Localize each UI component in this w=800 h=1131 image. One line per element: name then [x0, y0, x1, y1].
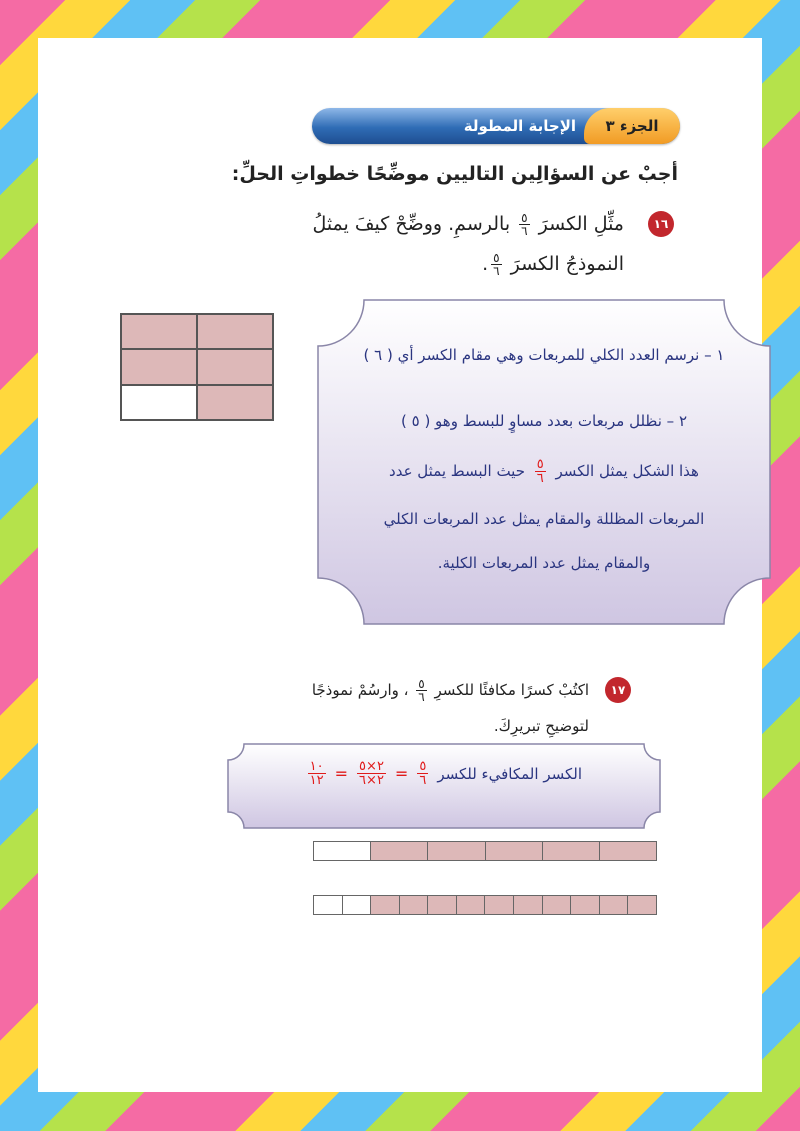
q17-fraction: ٥ ٦ [418, 677, 425, 704]
bar-cell [314, 896, 343, 914]
answer-step-2: ٢ – نظلل مربعات بعدد مساوٍ للبسط وهو ( ٥ ) [400, 412, 687, 430]
eq-fraction-1: ٥ ٦ [419, 759, 427, 788]
grid-cell [197, 349, 273, 384]
answer-explanation-3: والمقام يمثل عدد المربعات الكلية. [437, 554, 651, 572]
bar-cell [343, 896, 372, 914]
bar-cell [600, 842, 656, 860]
equivalent-fraction-equation: الكسر المكافيء للكسر ٥ ٦ = ٢×٥ ٢×٦ = ١٠ ١٢ [309, 759, 582, 788]
grid-cell [121, 349, 197, 384]
bar-cell [314, 842, 371, 860]
answer-explanation-1: هذا الشكل يمثل الكسر ٥ ٦ حيث البسط يمثل عدد [389, 457, 699, 486]
eq-fraction-3: ١٠ ١٢ [309, 759, 324, 788]
q17-answer-panel [226, 742, 662, 830]
bar-cell [371, 896, 400, 914]
section-part-label: الجزء ٣ [584, 108, 680, 144]
question-16-number: ١٦ [648, 211, 674, 237]
q16-answer-panel [316, 298, 772, 626]
bar-cell [514, 896, 543, 914]
q16-text-before: مثِّلِ الكسرَ [538, 213, 624, 235]
bar-cell [543, 896, 572, 914]
equivalent-label: الكسر المكافيء للكسر [437, 764, 582, 783]
bar-cell [428, 842, 485, 860]
question-17-line2: لتوضيحِ تبريرِكَ. [493, 717, 589, 735]
bar-cell [600, 896, 629, 914]
q16-fraction: ٥ ٦ [521, 211, 528, 238]
section-banner [312, 108, 680, 144]
section-title: الإجابة المطولة [463, 117, 576, 135]
bar-cell [485, 896, 514, 914]
bar-cell [486, 842, 543, 860]
answer-step-1: ١ – نرسم العدد الكلي للمربعات وهي مقام الكسر أي ( ٦ ) [363, 346, 725, 364]
bar-cell [400, 896, 429, 914]
bar-cell [571, 896, 600, 914]
question-17-number: ١٧ [605, 677, 631, 703]
grid-cell [197, 314, 273, 349]
answer-explanation-2: المربعات المظللة والمقام يمثل عدد المربعات الكلي [383, 510, 705, 528]
bar-cell [371, 842, 428, 860]
question-16-line1 [312, 212, 624, 237]
fraction-grid-model [120, 313, 274, 421]
grid-cell [121, 385, 197, 420]
bar-cell [628, 896, 656, 914]
grid-cell [121, 314, 197, 349]
bar-cell [543, 842, 600, 860]
bar-cell [457, 896, 486, 914]
bar-cell [428, 896, 457, 914]
q16-text2-before: النموذجُ الكسرَ [510, 253, 624, 275]
question-16-line2: النموذجُ الكسرَ ٥ ٦ . [482, 251, 624, 278]
twelfths-bar-model [313, 895, 657, 915]
question-17-line1: اكتُبْ كسرًا مكافئًا للكسرِ ٥ ٦ ، وارسُمْ نموذجًا [311, 677, 589, 704]
q16-fraction-2: ٥ ٦ [493, 251, 500, 278]
instruction-text: أجبْ عن السؤالِين التاليين موضِّحًا خطواتِ الحلِّ: [231, 163, 678, 185]
grid-cell [197, 385, 273, 420]
answer-fraction: ٥ ٦ [536, 457, 544, 486]
q16-text-after: بالرسمِ. ووضِّحْ كيفَ يمثلُ [312, 213, 511, 235]
eq-fraction-2: ٢×٥ ٢×٦ [359, 759, 384, 788]
sixths-bar-model [313, 841, 657, 861]
